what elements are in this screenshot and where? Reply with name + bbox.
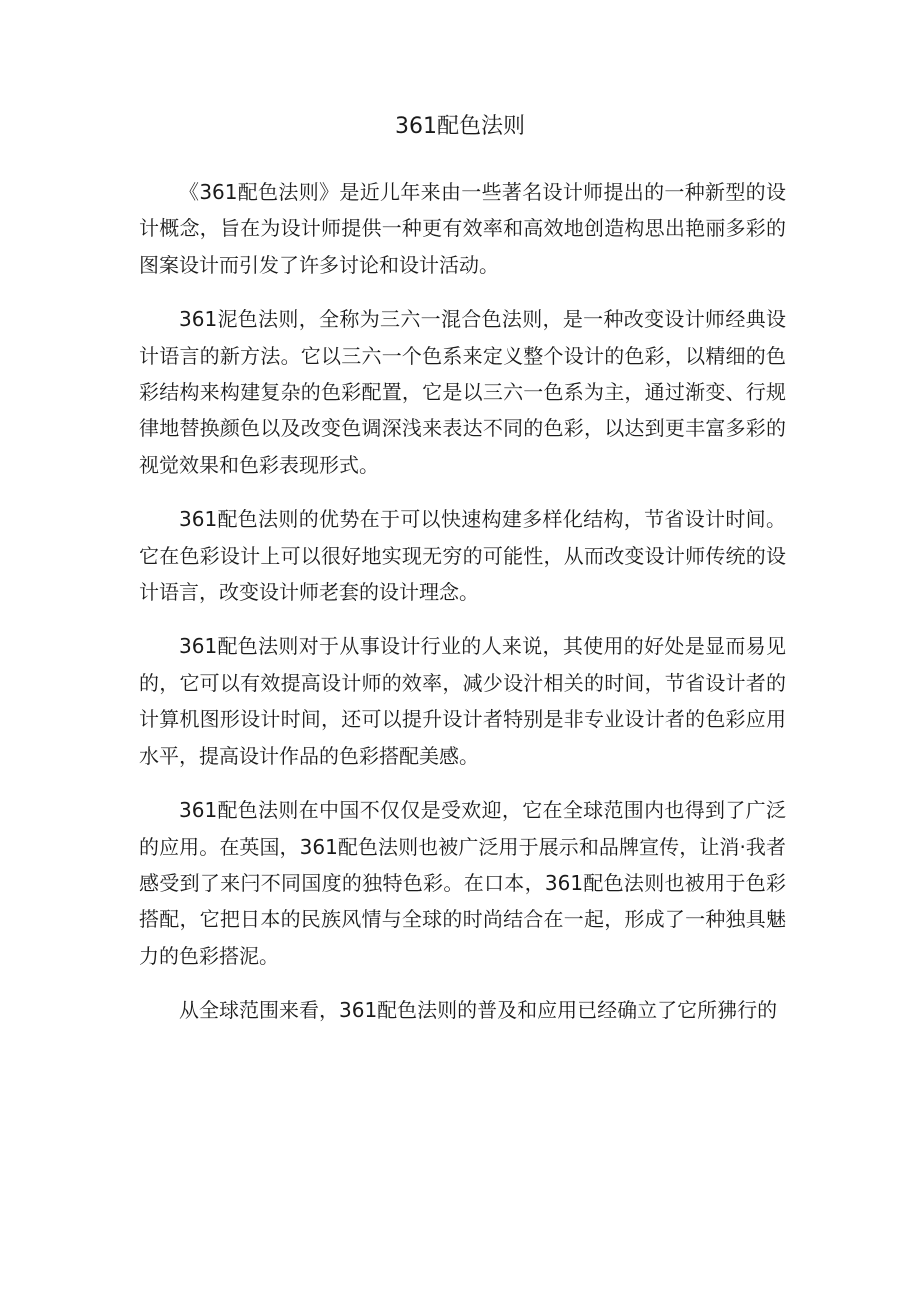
- paragraph-intro: 《361配色法则》是近儿年来由一些著名设计师提出的一种新型的设计概念，旨在为设计师提供一种更有效率和高效地创造构思出艳丽多彩的图案设计而引发了许多讨论和设计活动。: [139, 180, 786, 277]
- document-body: [139, 174, 786, 1047]
- paragraph-advantages: 361配色法则的优势在于可以快速构建多样化结构，节省设计时间。它在色彩设计上可以很好地实现无穷的可能性，从而改变设计师传统的设计语言，改变设计师老套的设计理念。: [139, 507, 786, 605]
- paragraph-definition: 361泥色法则，全称为三六一混合色法则，是一种改变设计师经典设计语言的新方法。它以三六一个色系来定义整个设计的色彩，以精细的色彩结构来构建复杂的色彩配置，它是以三六一色系为主，通过渐变、行规律地替换颜色以及改变色调深浅来表达不同的色彩，以达到更丰富多彩的视觉效果和色彩表现形式。: [139, 307, 786, 477]
- paragraph-conclusion: 从全球范围来看，361配色法则的普及和应用已经确立了它所狒行的: [179, 998, 778, 1023]
- paragraph-global-use: 361配色法则在中国不仅仅是受欢迎，它在全球范围内也得到了广泛的应用。在英国，361配色法则也被广泛用于展示和品牌宣传，让消·我者感受到了来闩不同国度的独特色彩。在口本，361配色法则也被用于色彩搭配，它把日本的民族风情与全球的时尚结合在一起，形成了一种独具魅力的色彩搭泥。: [139, 798, 786, 968]
- paragraph-benefits: 361配色法则对于从事设计行业的人来说，其使用的好处是显而易见的，它可以有效提高设计师的效率，减少设汁相关的时间，节省设计者的计算机图形设计时间，还可以提升设计者特别是非专业设计者的色彩应用水平，提高设计作品的色彩搭配美感。: [139, 634, 786, 768]
- page-title: 361配色法则: [395, 114, 525, 139]
